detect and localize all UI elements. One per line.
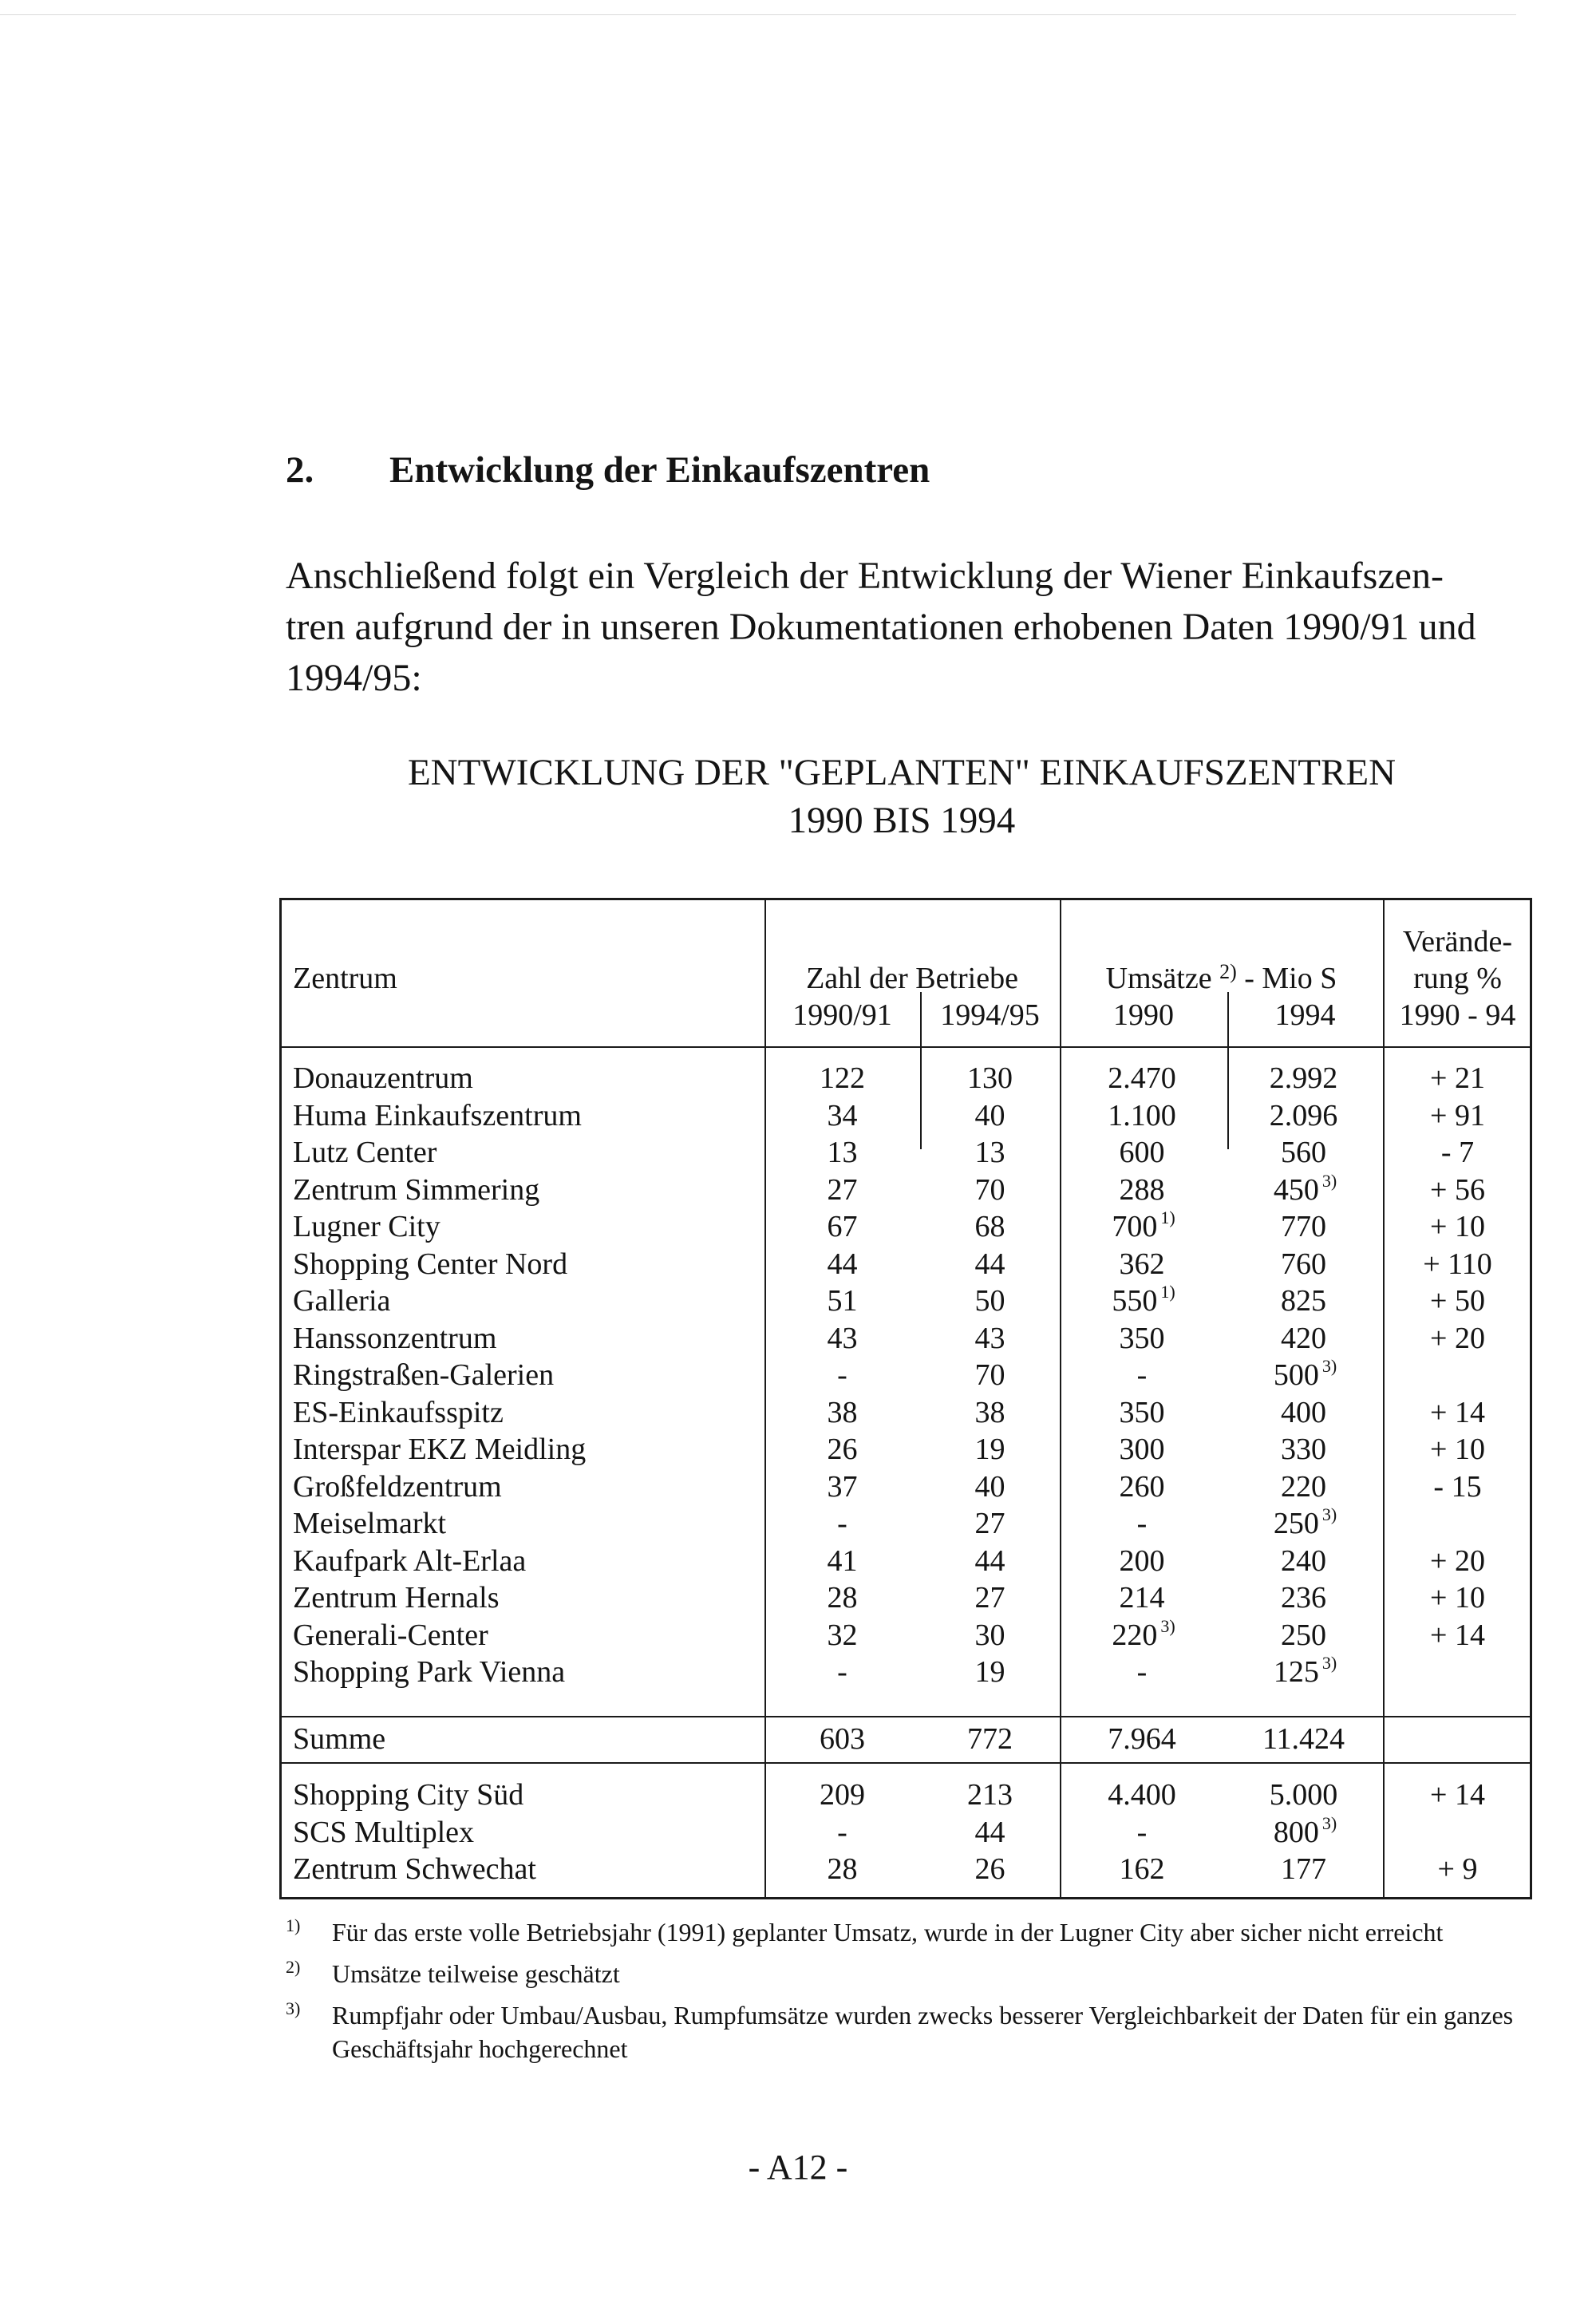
cell-value: 37 <box>827 1469 858 1504</box>
cell-u90 <box>1060 1246 1227 1283</box>
cell-b90 <box>764 1208 920 1245</box>
summe-top-rule <box>282 1716 1530 1717</box>
cell-value: 603 <box>820 1722 865 1756</box>
cell-value: + 10 <box>1430 1581 1485 1615</box>
cell-value: + 20 <box>1430 1543 1485 1578</box>
cell-value: + 110 <box>1423 1247 1492 1281</box>
cell-value: 125 <box>1273 1655 1319 1689</box>
cell-value: 450 <box>1273 1172 1319 1207</box>
footnote-text: Umsätze teilweise geschätzt <box>332 1959 620 1988</box>
intro-paragraph <box>286 551 1531 704</box>
cell-u94 <box>1227 1246 1383 1283</box>
cell-value: 213 <box>967 1778 1013 1812</box>
cell-value: 250 <box>1273 1507 1319 1540</box>
cell-value: 38 <box>974 1395 1005 1429</box>
cell-zentrum: Lutz Center <box>293 1136 437 1169</box>
cell-value: + 9 <box>1437 1852 1478 1886</box>
cell-u94 <box>1227 1394 1383 1431</box>
cell-u90 <box>1060 1357 1227 1393</box>
cell-u94 <box>1227 1814 1383 1851</box>
cell-chg <box>1383 1579 1532 1616</box>
cell-value: 13 <box>827 1136 858 1169</box>
cell-u94 <box>1227 1097 1383 1134</box>
cell-value: + 91 <box>1430 1098 1485 1132</box>
cell-value: - <box>1136 1655 1148 1689</box>
cell-b90 <box>764 1579 920 1616</box>
cell-value: 27 <box>974 1507 1005 1540</box>
cell-chg <box>1383 1394 1532 1431</box>
cell-u90 <box>1060 1721 1227 1757</box>
cell-value: 122 <box>820 1061 865 1095</box>
cell-b94 <box>920 1579 1060 1616</box>
table-title-line-2: 1990 BIS 1994 <box>788 800 1016 841</box>
cell-value: - <box>1136 1358 1148 1392</box>
cell-b90 <box>764 1134 920 1171</box>
cell-b94 <box>920 1134 1060 1171</box>
cell-value: 4.400 <box>1108 1778 1176 1812</box>
cell-value: 32 <box>827 1618 858 1652</box>
cell-u90 <box>1060 1617 1227 1654</box>
cell-b90 <box>764 1543 920 1579</box>
cell-value: 350 <box>1119 1395 1165 1429</box>
cell-chg <box>1383 1431 1532 1468</box>
cell-chg <box>1383 1208 1532 1245</box>
cell-value: 350 <box>1119 1321 1165 1355</box>
cell-zentrum: Galleria <box>293 1284 391 1318</box>
cell-b94 <box>920 1431 1060 1468</box>
cell-b90 <box>764 1721 920 1757</box>
cell-value: 28 <box>827 1852 858 1886</box>
cell-u94 <box>1227 1134 1383 1171</box>
header-change-1: Verände- <box>1402 925 1513 958</box>
header-zentrum: Zentrum <box>293 962 397 995</box>
cell-b94 <box>920 1320 1060 1357</box>
footnote-ref: 1) <box>1160 1207 1175 1227</box>
table-title <box>383 749 1420 844</box>
cell-value: 44 <box>974 1815 1005 1849</box>
cell-value: 26 <box>827 1433 858 1466</box>
cell-value: 2.470 <box>1108 1061 1176 1095</box>
cell-u94 <box>1227 1543 1383 1579</box>
intro-line: 1994/95: <box>286 657 422 699</box>
cell-value: 760 <box>1281 1247 1326 1281</box>
cell-u90 <box>1060 1579 1227 1616</box>
cell-chg <box>1383 1172 1532 1208</box>
cell-value: 550 <box>1112 1284 1158 1318</box>
cell-b90 <box>764 1654 920 1690</box>
cell-b90 <box>764 1777 920 1813</box>
cell-b94 <box>920 1283 1060 1319</box>
cell-u90 <box>1060 1320 1227 1357</box>
cell-value: 68 <box>974 1210 1005 1243</box>
cell-value: 40 <box>974 1469 1005 1504</box>
cell-value: 400 <box>1281 1395 1326 1429</box>
cell-value: 260 <box>1119 1469 1165 1504</box>
footnote-ref: 3) <box>1321 1356 1337 1376</box>
cell-zentrum: Ringstraßen-Galerien <box>293 1358 555 1392</box>
header-umsaetze <box>1060 961 1383 996</box>
cell-u94 <box>1227 1468 1383 1505</box>
cell-value: 27 <box>974 1581 1005 1615</box>
footnote-text: Rumpfjahr oder Umbau/Ausbau, Rumpfumsätze wurden zwecks besserer Vergleichbarkeit der Daten für ein ganzes Geschäftsjahr hochgerechnet <box>332 2001 1514 2063</box>
cell-b90 <box>764 1357 920 1393</box>
cell-value: - <box>1136 1815 1148 1849</box>
cell-b90 <box>764 1851 920 1887</box>
footnote <box>286 1998 1531 2065</box>
cell-value: 1.100 <box>1108 1098 1176 1132</box>
cell-value: 44 <box>974 1247 1005 1281</box>
cell-value: 500 <box>1273 1358 1319 1392</box>
cell-value: 177 <box>1281 1852 1326 1886</box>
cell-u94 <box>1227 1357 1383 1393</box>
cell-value: 300 <box>1119 1433 1165 1466</box>
cell-zentrum: Großfeldzentrum <box>293 1469 502 1504</box>
footnote <box>286 1915 1531 1949</box>
cell-value: - <box>837 1815 847 1849</box>
cell-chg <box>1383 1246 1532 1283</box>
cell-u94 <box>1227 1208 1383 1245</box>
cell-u90 <box>1060 1060 1227 1097</box>
cell-zentrum: Shopping City Süd <box>293 1778 524 1812</box>
footnotes <box>286 1915 1531 2073</box>
cell-value: + 56 <box>1430 1172 1485 1207</box>
cell-value: 220 <box>1112 1618 1158 1652</box>
cell-value: 51 <box>827 1284 858 1318</box>
cell-value: 420 <box>1281 1321 1326 1355</box>
cell-value: 5.000 <box>1269 1778 1338 1812</box>
header-umsaetze-1994: 1994 <box>1274 998 1336 1032</box>
cell-u90 <box>1060 1134 1227 1171</box>
cell-value: 130 <box>967 1061 1013 1095</box>
header-change-2: rung % <box>1413 962 1502 995</box>
section-number: 2. <box>286 449 314 491</box>
cell-value: 600 <box>1119 1136 1165 1169</box>
cell-zentrum: Hanssonzentrum <box>293 1321 497 1355</box>
cell-b90 <box>764 1172 920 1208</box>
section-heading <box>286 449 930 492</box>
cell-value: 44 <box>827 1247 858 1281</box>
cell-value: 240 <box>1281 1543 1326 1578</box>
cell-value: - <box>1136 1507 1148 1540</box>
cell-value: 34 <box>827 1098 858 1132</box>
cell-b90 <box>764 1320 920 1357</box>
cell-value: 19 <box>974 1433 1005 1466</box>
cell-value: 362 <box>1119 1247 1165 1281</box>
cell-u90 <box>1060 1543 1227 1579</box>
header-umsaetze-label: Umsätze <box>1105 962 1220 995</box>
cell-value: 43 <box>827 1321 858 1355</box>
footnote <box>286 1957 1531 1990</box>
cell-value: 43 <box>974 1321 1005 1355</box>
cell-b94 <box>920 1777 1060 1813</box>
header-betriebe-1994: 1994/95 <box>940 998 1040 1032</box>
cell-value: + 20 <box>1430 1321 1485 1355</box>
cell-b90 <box>764 1246 920 1283</box>
table-title-line-1: ENTWICKLUNG DER "GEPLANTEN" EINKAUFSZENTREN <box>407 752 1396 793</box>
cell-zentrum: Lugner City <box>293 1210 440 1243</box>
cell-b90 <box>764 1060 920 1097</box>
cell-u94 <box>1227 1851 1383 1887</box>
cell-chg <box>1383 1851 1532 1887</box>
cell-u90 <box>1060 1283 1227 1319</box>
cell-value: 26 <box>974 1852 1005 1886</box>
cell-value: + 50 <box>1430 1284 1485 1318</box>
cell-value: - 15 <box>1433 1469 1482 1504</box>
cell-u94 <box>1227 1617 1383 1654</box>
cell-u90 <box>1060 1505 1227 1542</box>
cell-zentrum: Meiselmarkt <box>293 1507 447 1540</box>
cell-value: + 10 <box>1430 1433 1485 1466</box>
cell-zentrum: Zentrum Schwechat <box>293 1852 536 1886</box>
cell-b90 <box>764 1097 920 1134</box>
cell-b94 <box>920 1060 1060 1097</box>
cell-zentrum: SCS Multiplex <box>293 1815 474 1849</box>
cell-value: 700 <box>1112 1210 1158 1243</box>
cell-u94 <box>1227 1283 1383 1319</box>
cell-u94 <box>1227 1505 1383 1542</box>
header-change-3: 1990 - 94 <box>1399 998 1516 1032</box>
cell-value: - <box>837 1655 847 1689</box>
cell-b94 <box>920 1394 1060 1431</box>
cell-value: - <box>837 1507 847 1540</box>
footnote-ref: 1) <box>1160 1282 1175 1302</box>
cell-u94 <box>1227 1431 1383 1468</box>
cell-u90 <box>1060 1777 1227 1813</box>
scan-top-edge <box>0 14 1516 15</box>
cell-zentrum: Huma Einkaufszentrum <box>293 1098 582 1132</box>
cell-u94 <box>1227 1654 1383 1690</box>
cell-value: 70 <box>974 1172 1005 1207</box>
cell-value: 41 <box>827 1543 858 1578</box>
cell-value: 19 <box>974 1655 1005 1689</box>
cell-u90 <box>1060 1851 1227 1887</box>
cell-chg <box>1383 1320 1532 1357</box>
cell-u90 <box>1060 1654 1227 1690</box>
header-betriebe-1990: 1990/91 <box>792 998 892 1032</box>
footnote-ref: 3) <box>1321 1170 1337 1191</box>
cell-zentrum: Summe <box>293 1722 386 1756</box>
cell-value: 770 <box>1281 1210 1326 1243</box>
cell-value: 560 <box>1281 1136 1326 1169</box>
cell-value: + 21 <box>1430 1061 1485 1095</box>
cell-value: 200 <box>1119 1543 1165 1578</box>
header-umsaetze-unit: - Mio S <box>1236 962 1337 995</box>
intro-line: Anschließend folgt ein Vergleich der Entwicklung der Wiener Einkaufszen- <box>286 555 1444 597</box>
cell-value: 214 <box>1119 1581 1165 1615</box>
footnote-ref: 3) <box>1160 1615 1175 1636</box>
cell-value: + 14 <box>1430 1778 1485 1812</box>
cell-chg <box>1383 1617 1532 1654</box>
cell-value: 236 <box>1281 1581 1326 1615</box>
cell-b94 <box>920 1814 1060 1851</box>
footnote-ref: 3) <box>1321 1653 1337 1673</box>
cell-chg <box>1383 1097 1532 1134</box>
cell-value: - <box>837 1358 847 1392</box>
cell-value: 38 <box>827 1395 858 1429</box>
footnote-ref: 3) <box>1321 1812 1337 1833</box>
footnote-text: Für das erste volle Betriebsjahr (1991) geplanter Umsatz, wurde in der Lugner City aber sicher nicht erreicht <box>332 1918 1444 1947</box>
section-title: Entwicklung der Einkaufszentren <box>389 449 930 491</box>
cell-zentrum: Generali-Center <box>293 1618 488 1652</box>
cell-b90 <box>764 1617 920 1654</box>
footnote-ref-2: 2) <box>1219 960 1237 983</box>
cell-b94 <box>920 1721 1060 1757</box>
cell-chg <box>1383 1777 1532 1813</box>
cell-value: + 14 <box>1430 1395 1485 1429</box>
cell-u94 <box>1227 1721 1383 1757</box>
cell-chg <box>1383 1543 1532 1579</box>
cell-value: 28 <box>827 1581 858 1615</box>
cell-u90 <box>1060 1172 1227 1208</box>
cell-value: 2.992 <box>1269 1061 1338 1095</box>
footnote-ref: 3) <box>1321 1504 1337 1524</box>
page-number: - A12 - <box>748 2148 848 2187</box>
cell-chg <box>1383 1283 1532 1319</box>
cell-b94 <box>920 1246 1060 1283</box>
cell-u90 <box>1060 1097 1227 1134</box>
header-umsaetze-1990: 1990 <box>1113 998 1174 1032</box>
cell-u94 <box>1227 1320 1383 1357</box>
cell-b94 <box>920 1172 1060 1208</box>
footnote-mark: 2) <box>286 1957 301 1977</box>
cell-b90 <box>764 1283 920 1319</box>
cell-value: 825 <box>1281 1284 1326 1318</box>
cell-value: 772 <box>967 1722 1013 1756</box>
cell-u90 <box>1060 1814 1227 1851</box>
cell-b94 <box>920 1543 1060 1579</box>
cell-b94 <box>920 1468 1060 1505</box>
cell-value: 70 <box>974 1358 1005 1392</box>
cell-value: 44 <box>974 1543 1005 1578</box>
cell-value: - 7 <box>1440 1136 1475 1169</box>
cell-value: 2.096 <box>1269 1098 1338 1132</box>
summe-bottom-rule <box>282 1762 1530 1764</box>
header-bottom-rule <box>282 1046 1530 1048</box>
cell-b90 <box>764 1505 920 1542</box>
cell-value: 67 <box>827 1210 858 1243</box>
cell-value: 209 <box>820 1778 865 1812</box>
cell-chg <box>1383 1060 1532 1097</box>
cell-u94 <box>1227 1172 1383 1208</box>
cell-chg <box>1383 1134 1532 1171</box>
cell-u94 <box>1227 1777 1383 1813</box>
cell-value: 30 <box>974 1618 1005 1652</box>
cell-b94 <box>920 1357 1060 1393</box>
cell-value: 330 <box>1281 1433 1326 1466</box>
cell-b90 <box>764 1394 920 1431</box>
intro-line: tren aufgrund der in unseren Dokumentationen erhobenen Daten 1990/91 und <box>286 606 1476 648</box>
cell-zentrum: Interspar EKZ Meidling <box>293 1433 587 1466</box>
cell-value: 288 <box>1119 1172 1165 1207</box>
cell-zentrum: Kaufpark Alt-Erlaa <box>293 1543 527 1578</box>
footnote-mark: 3) <box>286 1998 301 2018</box>
cell-value: 800 <box>1273 1815 1319 1849</box>
cell-b94 <box>920 1505 1060 1542</box>
cell-b90 <box>764 1431 920 1468</box>
cell-value: 50 <box>974 1284 1005 1318</box>
cell-value: + 14 <box>1430 1618 1485 1652</box>
cell-zentrum: Zentrum Hernals <box>293 1581 500 1615</box>
cell-b94 <box>920 1617 1060 1654</box>
cell-zentrum: Donauzentrum <box>293 1061 473 1095</box>
header-betriebe: Zahl der Betriebe <box>806 962 1018 995</box>
cell-b90 <box>764 1814 920 1851</box>
cell-value: 250 <box>1281 1618 1326 1652</box>
cell-value: 162 <box>1119 1852 1165 1886</box>
cell-value: + 10 <box>1430 1210 1485 1243</box>
cell-value: 7.964 <box>1108 1722 1176 1756</box>
cell-b94 <box>920 1097 1060 1134</box>
cell-value: 13 <box>974 1136 1005 1169</box>
cell-zentrum: Zentrum Simmering <box>293 1172 540 1207</box>
cell-u90 <box>1060 1208 1227 1245</box>
footnote-mark: 1) <box>286 1915 301 1935</box>
cell-value: 11.424 <box>1262 1722 1345 1756</box>
cell-u90 <box>1060 1394 1227 1431</box>
cell-b94 <box>920 1851 1060 1887</box>
cell-b94 <box>920 1654 1060 1690</box>
cell-zentrum: ES-Einkaufsspitz <box>293 1395 504 1429</box>
cell-value: 40 <box>974 1098 1005 1132</box>
cell-zentrum: Shopping Park Vienna <box>293 1655 566 1689</box>
cell-b90 <box>764 1468 920 1505</box>
shopping-centers-table <box>279 898 1532 1899</box>
cell-zentrum: Shopping Center Nord <box>293 1247 568 1281</box>
cell-u90 <box>1060 1431 1227 1468</box>
cell-u94 <box>1227 1060 1383 1097</box>
cell-value: 220 <box>1281 1469 1326 1504</box>
cell-value: 27 <box>827 1172 858 1207</box>
cell-u90 <box>1060 1468 1227 1505</box>
cell-chg <box>1383 1468 1532 1505</box>
cell-b94 <box>920 1208 1060 1245</box>
cell-u94 <box>1227 1579 1383 1616</box>
